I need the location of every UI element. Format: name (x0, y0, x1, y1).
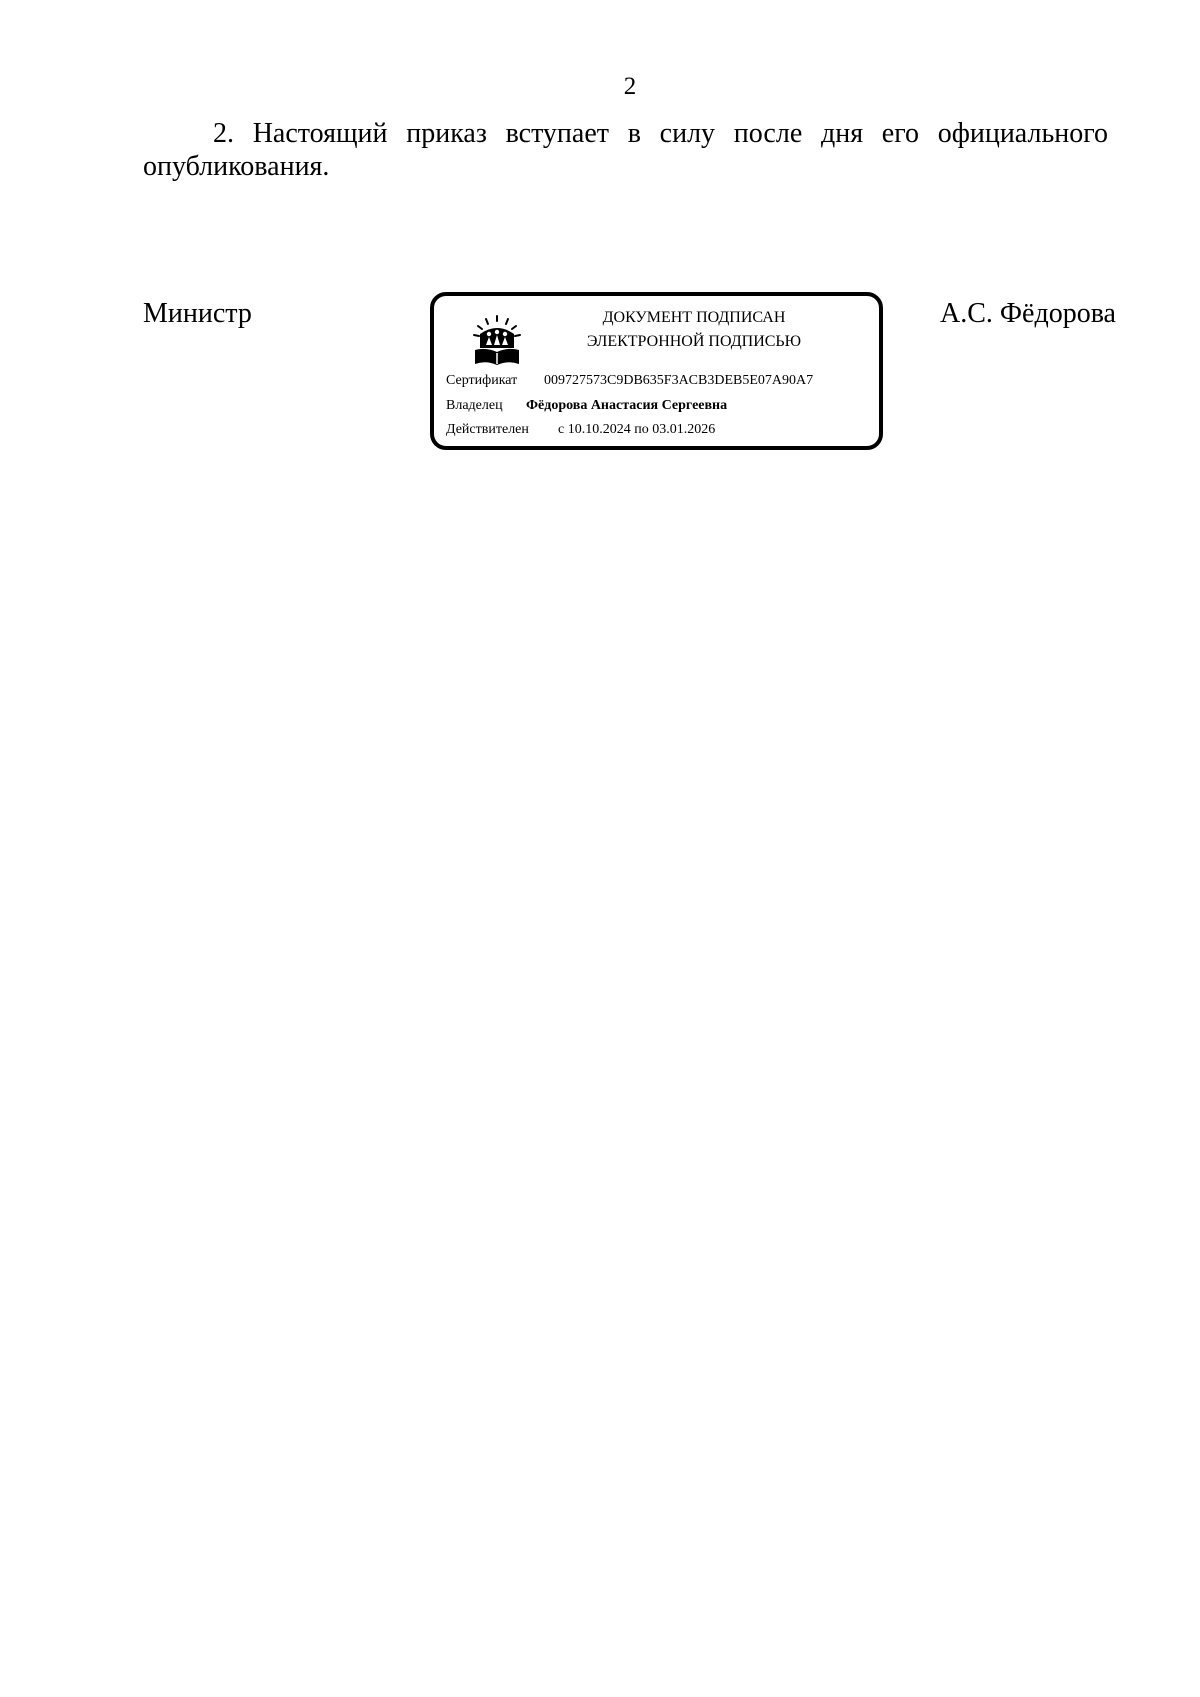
certificate-label: Сертификат (446, 373, 518, 388)
stamp-title (534, 306, 854, 354)
signer-name: А.С. Фёдорова (940, 298, 1116, 329)
certificate-value: 009727573C9DB635F3ACB3DEB5E07A90A7 (544, 373, 814, 388)
stamp-title-line-2: ЭЛЕКТРОННОЙ ПОДПИСЬЮ (586, 333, 802, 350)
electronic-signature-stamp (430, 292, 883, 450)
signer-position: Министр (143, 298, 252, 329)
owner-value: Фёдорова Анастасия Сергеевна (526, 398, 728, 413)
owner-label: Владелец (446, 398, 503, 413)
validity-value: с 10.10.2024 по 03.01.2026 (558, 422, 716, 437)
validity-label: Действителен (446, 422, 529, 437)
page-number: 2 (623, 73, 637, 100)
stamp-owner-row (446, 397, 727, 415)
stamp-certificate-row (446, 372, 813, 390)
stamp-title-line-1: ДОКУМЕНТ ПОДПИСАН (602, 309, 786, 326)
order-paragraph: 2. Настоящий приказ вступает в силу после дня его официального опубликования. (143, 118, 1108, 182)
stamp-validity-row (446, 421, 715, 439)
regional-coat-of-arms-icon (472, 314, 522, 368)
